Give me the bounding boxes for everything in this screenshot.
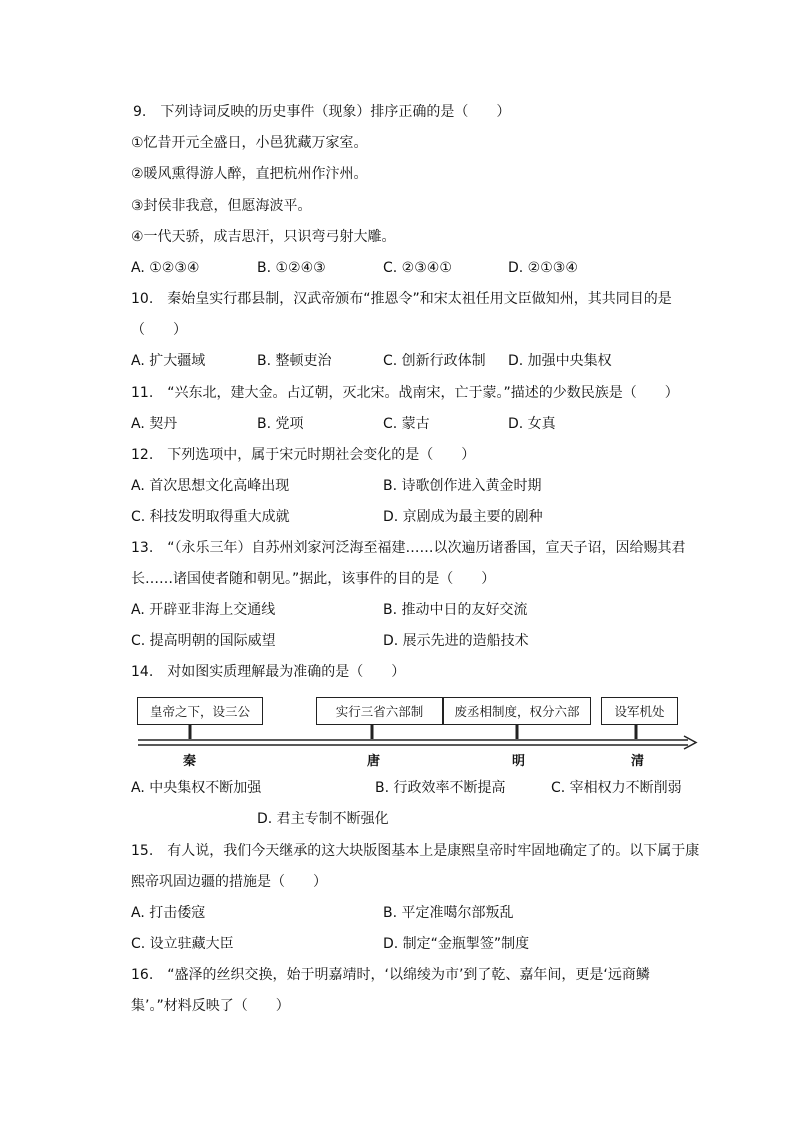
q15-option-a: A. 打击倭寇 [131,905,206,921]
timeline-box-tang: 实行三省六部制 [316,697,443,725]
q11-option-d: D. 女真 [508,416,556,432]
q9-option-d: D. ②①③④ [508,260,578,276]
timeline-label-tang: 唐 [367,754,381,769]
q12-option-a: A. 首次思想文化高峰出现 [131,478,290,494]
q9-item-2: ②暖风熏得游人醉，直把杭州作汴州。 [131,166,368,182]
q11-option-a: A. 契丹 [131,416,178,432]
q10-option-c: C. 创新行政体制 [383,353,486,369]
q12-option-c: C. 科技发明取得重大成就 [131,509,290,525]
q14-option-d: D. 君主专制不断强化 [257,811,389,827]
timeline-arrow-icon [684,736,696,749]
q13-stem-line1: 13. “（永乐三年）自苏州刘家河泛海至福建……以次遍历诸番国，宣天子诏，因给赐其君 [131,540,686,556]
q9-item-4: ④一代天骄，成吉思汗，只识弯弓射大雕。 [131,229,396,245]
q13-stem-line2: 长……诸国使者随和朝见。”据此，该事件的目的是（ ） [131,571,496,587]
timeline-box-qin: 皇帝之下，设三公 [137,697,263,725]
q15-option-c: C. 设立驻藏大臣 [131,936,234,952]
q15-option-d: D. 制定“金瓶掣签”制度 [383,936,530,952]
timeline-label-ming: 明 [512,754,526,769]
timeline-label-qing: 清 [631,754,645,769]
q16-stem-line2: 集’。”材料反映了（ ） [131,998,290,1014]
q14-option-a: A. 中央集权不断加强 [131,780,262,796]
q9-stem: 9. 下列诗词反映的历史事件（现象）排序正确的是（ ） [133,104,511,120]
q15-stem-line1: 15. 有人说，我们今天继承的这大块版图基本上是康熙皇帝时牢固地确定了的。以下属于康 [131,843,700,859]
q14-option-c: C. 宰相权力不断削弱 [551,780,682,796]
q15-stem-line2: 熙帝巩固边疆的措施是（ ） [131,874,327,890]
q12-option-b: B. 诗歌创作进入黄金时期 [383,478,542,494]
q9-item-1: ①忆昔开元全盛日，小邑犹藏万家室。 [131,135,368,151]
q13-option-a: A. 开辟亚非海上交通线 [131,602,276,618]
q14-stem: 14. 对如图实质理解最为准确的是（ ） [131,664,406,680]
q13-option-c: C. 提高明朝的国际威望 [131,633,276,649]
q12-option-d: D. 京剧成为最主要的剧种 [383,509,543,525]
q9-option-c: C. ②③④① [383,260,452,276]
q10-stem-line1: 10. 秦始皇实行郡县制，汉武帝颁布“推恩令”和宋太祖任用文臣做知州，其共同目的是 [131,291,672,307]
q11-option-c: C. 蒙古 [383,416,430,432]
q14-option-b: B. 行政效率不断提高 [375,780,506,796]
q11-stem: 11. “兴东北，建大金。占辽朝，灭北宋。战南宋，亡于蒙。”描述的少数民族是（ ） [131,385,679,401]
q15-option-b: B. 平定准噶尔部叛乱 [383,905,514,921]
timeline-box-ming: 废丞相制度，权分六部 [443,697,591,725]
q10-option-b: B. 整顿吏治 [257,353,332,369]
q16-stem-line1: 16. “盛泽的丝织交换，始于明嘉靖时，‘以绵绫为市’到了乾、嘉年间，更是‘远商鳞 [131,967,650,983]
q13-option-d: D. 展示先进的造船技术 [383,633,529,649]
q9-option-a: A. ①②③④ [131,260,200,276]
q13-option-b: B. 推动中日的友好交流 [383,602,528,618]
q12-stem: 12. 下列选项中，属于宋元时期社会变化的是（ ） [131,447,476,463]
timeline-label-qin: 秦 [183,754,197,769]
q10-option-d: D. 加强中央集权 [508,353,612,369]
q9-item-3: ③封侯非我意，但愿海波平。 [131,198,312,214]
q9-option-b: B. ①②④③ [257,260,326,276]
timeline-box-qing: 设军机处 [601,697,678,725]
q11-option-b: B. 党项 [257,416,304,432]
q10-stem-line2: （ ） [131,322,187,338]
q10-option-a: A. 扩大疆域 [131,353,206,369]
